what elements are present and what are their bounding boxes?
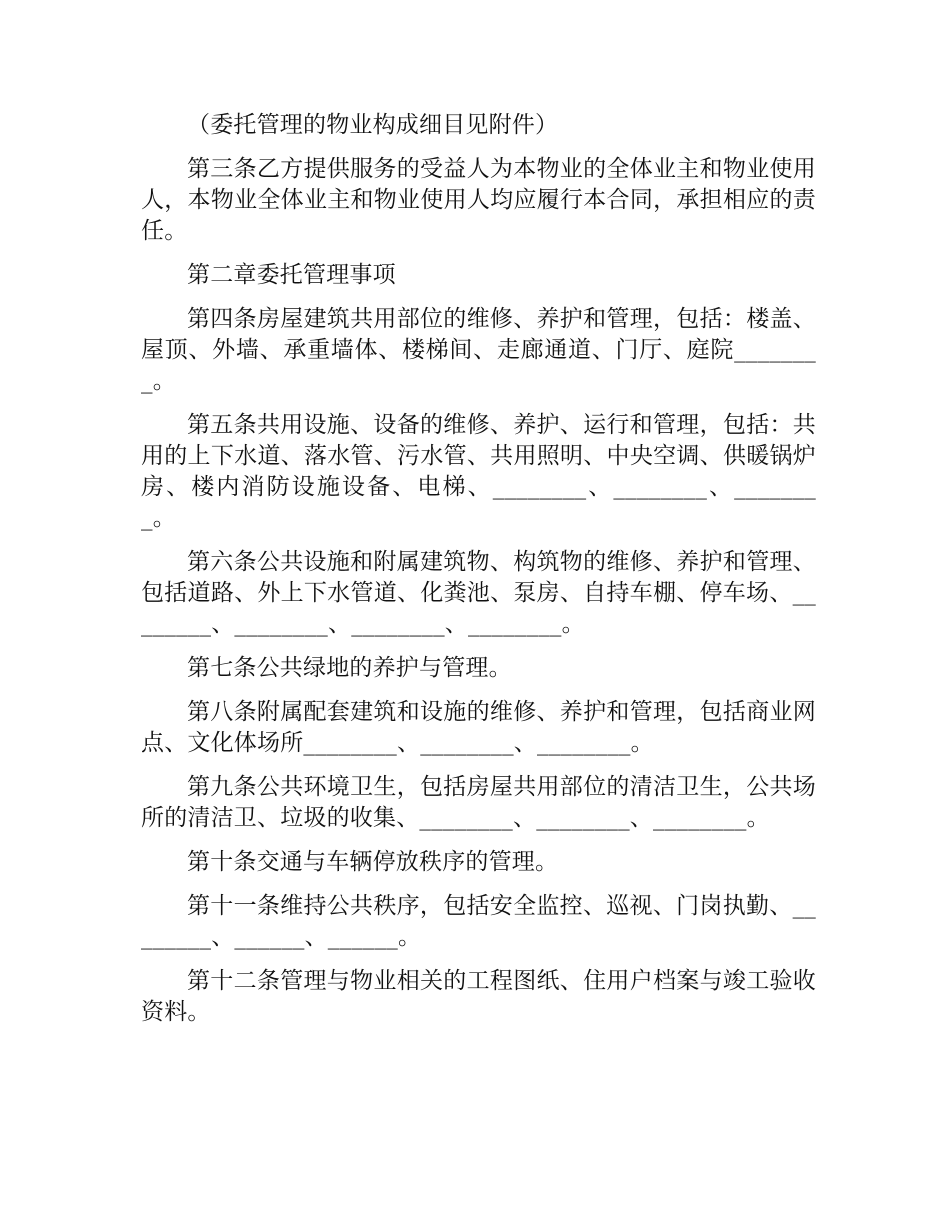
- paragraph-article-4: 第四条房屋建筑共用部位的维修、养护和管理，包括：楼盖、屋顶、外墙、承重墙体、楼梯间、走廊通道、门厅、庭院________。: [141, 306, 816, 394]
- paragraph-article-11: 第十一条维持公共秩序，包括安全监控、巡视、门岗执勤、________、______、______。: [141, 893, 816, 950]
- document-body: [141, 110, 816, 1041]
- paragraph-attachment-note: （委托管理的物业构成细目见附件）: [187, 112, 559, 138]
- paragraph-article-10: 第十条交通与车辆停放秩序的管理。: [187, 849, 559, 875]
- paragraph-article-6: 第六条公共设施和附属建筑物、构筑物的维修、养护和管理、包括道路、外上下水管道、化粪池、泵房、自持车棚、停车场、________、________、________、________。: [141, 549, 816, 637]
- paragraph-article-7: 第七条公共绿地的养护与管理。: [187, 655, 512, 681]
- paragraph-article-5: 第五条共用设施、设备的维修、养护、运行和管理，包括：共用的上下水道、落水管、污水管、共用照明、中央空调、供暖锅炉房、楼内消防设施设备、电梯、________、________、________。: [141, 412, 816, 531]
- paragraph-article-8: 第八条附属配套建筑和设施的维修、养护和管理，包括商业网点、文化体场所________、________、________。: [141, 699, 816, 756]
- paragraph-article-9: 第九条公共环境卫生，包括房屋共用部位的清洁卫生，公共场所的清洁卫、垃圾的收集、________、________、________。: [141, 774, 816, 831]
- paragraph-article-3: 第三条乙方提供服务的受益人为本物业的全体业主和物业使用人，本物业全体业主和物业使用人均应履行本合同，承担相应的责任。: [141, 156, 816, 244]
- paragraph-article-12: 第十二条管理与物业相关的工程图纸、住用户档案与竣工验收资料。: [141, 968, 816, 1025]
- chapter-heading-2: 第二章委托管理事项: [187, 262, 396, 288]
